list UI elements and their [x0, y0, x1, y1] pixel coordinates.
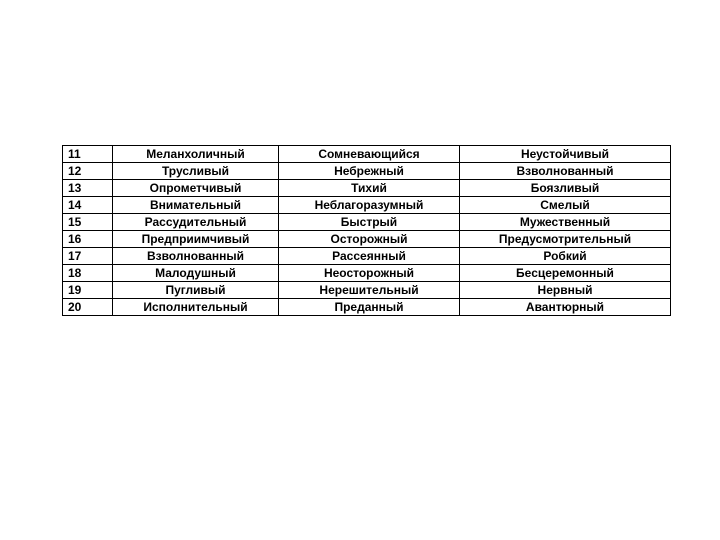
cell-column-1: Опрометчивый — [113, 180, 279, 197]
cell-column-3: Авантюрный — [460, 299, 671, 316]
table-row — [63, 248, 671, 265]
cell-column-2: Сомневающийся — [279, 146, 460, 163]
cell-column-3: Нервный — [460, 282, 671, 299]
cell-column-3: Взволнованный — [460, 163, 671, 180]
row-number: 15 — [63, 214, 113, 231]
row-number: 19 — [63, 282, 113, 299]
row-number: 18 — [63, 265, 113, 282]
cell-column-2: Рассеянный — [279, 248, 460, 265]
cell-column-1: Взволнованный — [113, 248, 279, 265]
cell-column-1: Меланхоличный — [113, 146, 279, 163]
cell-column-2: Нерешительный — [279, 282, 460, 299]
cell-column-1: Исполнительный — [113, 299, 279, 316]
cell-column-2: Небрежный — [279, 163, 460, 180]
table-row — [63, 299, 671, 316]
row-number: 17 — [63, 248, 113, 265]
row-number: 11 — [63, 146, 113, 163]
cell-column-2: Неблагоразумный — [279, 197, 460, 214]
cell-column-3: Неустойчивый — [460, 146, 671, 163]
table-row — [63, 197, 671, 214]
adjectives-table — [62, 145, 671, 316]
cell-column-1: Малодушный — [113, 265, 279, 282]
table-row — [63, 163, 671, 180]
cell-column-3: Робкий — [460, 248, 671, 265]
row-number: 12 — [63, 163, 113, 180]
table-body — [63, 146, 671, 316]
cell-column-3: Бесцеремонный — [460, 265, 671, 282]
cell-column-2: Преданный — [279, 299, 460, 316]
cell-column-2: Тихий — [279, 180, 460, 197]
cell-column-1: Предприимчивый — [113, 231, 279, 248]
table-row — [63, 282, 671, 299]
cell-column-3: Боязливый — [460, 180, 671, 197]
table-row — [63, 214, 671, 231]
cell-column-2: Осторожный — [279, 231, 460, 248]
table-row — [63, 231, 671, 248]
cell-column-2: Быстрый — [279, 214, 460, 231]
cell-column-2: Неосторожный — [279, 265, 460, 282]
row-number: 14 — [63, 197, 113, 214]
cell-column-3: Смелый — [460, 197, 671, 214]
cell-column-1: Внимательный — [113, 197, 279, 214]
row-number: 16 — [63, 231, 113, 248]
cell-column-1: Трусливый — [113, 163, 279, 180]
row-number: 13 — [63, 180, 113, 197]
cell-column-3: Мужественный — [460, 214, 671, 231]
row-number: 20 — [63, 299, 113, 316]
table-row — [63, 180, 671, 197]
table-row — [63, 146, 671, 163]
cell-column-1: Пугливый — [113, 282, 279, 299]
table-row — [63, 265, 671, 282]
cell-column-1: Рассудительный — [113, 214, 279, 231]
cell-column-3: Предусмотрительный — [460, 231, 671, 248]
